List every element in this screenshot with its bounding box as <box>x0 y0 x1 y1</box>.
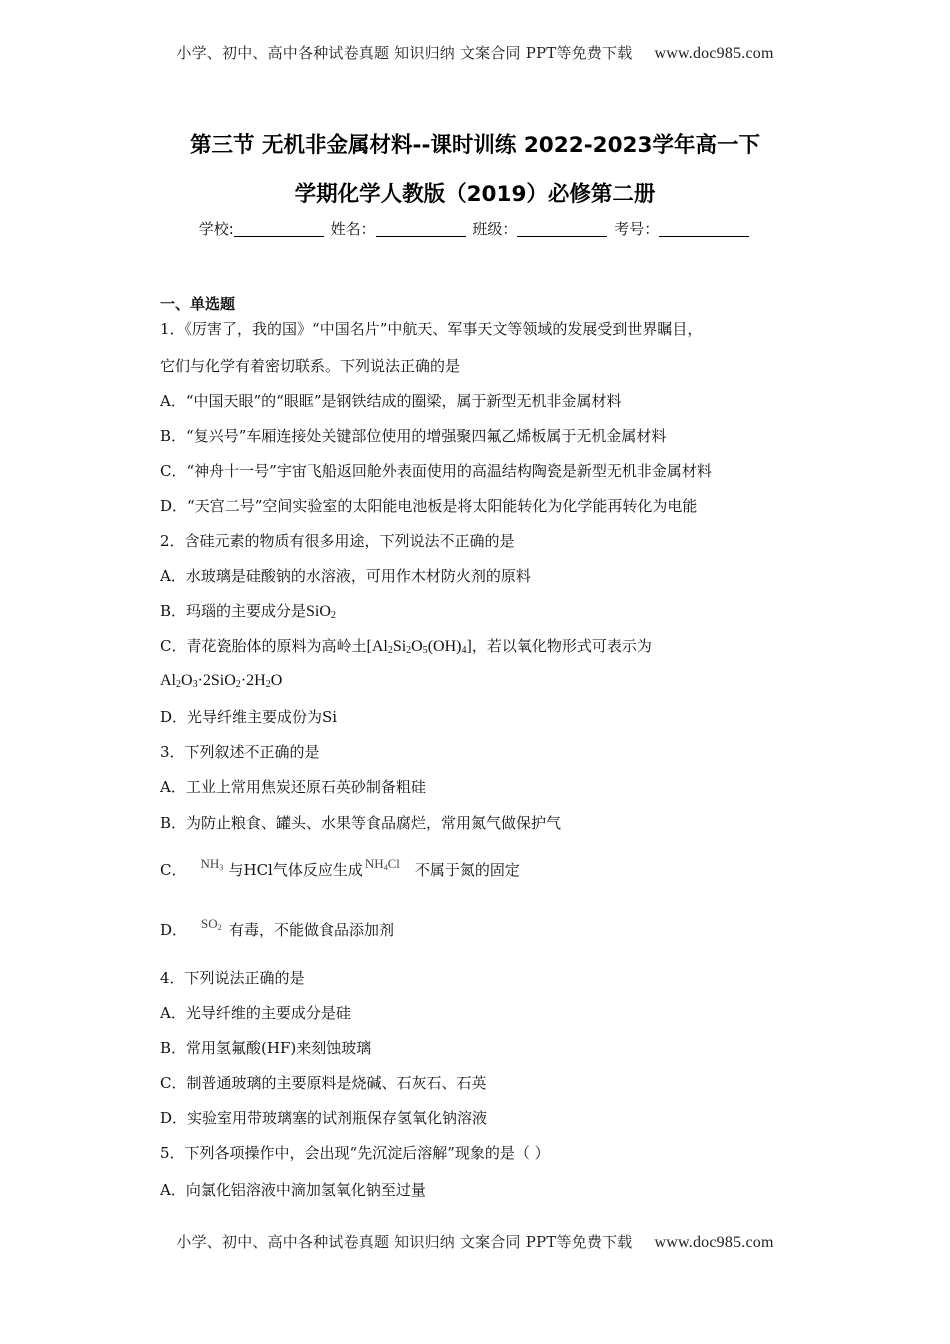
q1-option-b: B．“复兴号”车厢连接处关键部位使用的增强聚四氟乙烯板属于无机金属材料 <box>160 427 667 445</box>
q3-option-d-label: D． <box>160 921 188 939</box>
q2-option-d: D．光导纤维主要成份为Si <box>160 708 338 726</box>
q2-option-b <box>160 600 336 621</box>
class-blank <box>517 222 607 237</box>
page-header <box>0 42 950 63</box>
q2-option-c <box>160 635 652 656</box>
q2-option-a: A．水玻璃是硅酸钠的水溶液，可用作木材防火剂的原料 <box>160 567 531 585</box>
doc-title-line-2: 学期化学人教版（2019）必修第二册 <box>294 182 656 207</box>
school-label: 学校: <box>198 220 234 238</box>
q3-stem: 3．下列叙述不正确的是 <box>160 743 320 761</box>
name-label: 姓名： <box>330 220 376 238</box>
q3-option-a: A．工业上常用焦炭还原石英砂制备粗硅 <box>160 778 426 796</box>
q4-option-b: B．常用氢氟酸(HF)来刻蚀玻璃 <box>160 1039 372 1057</box>
class-label: 班级： <box>472 220 518 238</box>
q3-option-d-end: 有毒，不能做食品添加剂 <box>229 921 395 939</box>
q1-stem-2: 它们与化学有着密切联系。下列说法正确的是 <box>160 357 461 375</box>
name-blank <box>376 222 466 237</box>
formula-kaolin: $[Al_2Si_2O_5(OH)_4]$ <box>366 638 472 656</box>
header-url[interactable]: www.doc985.com <box>654 45 774 62</box>
q2-option-b-text: B．玛瑙的主要成分是 <box>160 602 307 620</box>
q2-option-c-formula: $Al_2O_3\cdot 2SiO_2\cdot 2H_2O$ <box>160 672 283 690</box>
q5-stem: 5．下列各项操作中，会出现“先沉淀后溶解”现象的是（ ） <box>160 1144 550 1162</box>
q5-option-a: A．向氯化铝溶液中滴加氢氧化钠至过量 <box>160 1181 426 1199</box>
formula-sio2: SiO$_2$ <box>306 603 336 621</box>
footer-text: 小学、初中、高中各种试卷真题 知识归纳 文案合同 PPT等免费下载 <box>176 1233 633 1251</box>
q3-option-c-end: 不属于氮的固定 <box>414 861 520 879</box>
q1-stem-1: 1．《厉害了，我的国》“中国名片”中航天、军事天文等领域的发展受到世界瞩目， <box>160 320 703 338</box>
q3-option-c-mid: 与HCl气体反应生成 <box>228 861 363 879</box>
footer-url[interactable]: www.doc985.com <box>654 1234 774 1251</box>
section-heading: 一、单选题 <box>160 295 236 313</box>
number-label: 考号： <box>614 220 660 238</box>
q1-option-d: D．“天宫二号”空间实验室的太阳能电池板是将太阳能转化为化学能再转化为电能 <box>160 497 698 515</box>
number-blank <box>659 222 749 237</box>
q3-option-d: D． $SO_2$ 有毒，不能做食品添加剂 <box>160 916 395 939</box>
page-footer <box>0 1231 950 1252</box>
q3-option-c-label: C． <box>160 861 187 879</box>
q4-option-a: A．光导纤维的主要成分是硅 <box>160 1004 351 1022</box>
student-info-fields <box>0 218 950 239</box>
q1-option-c: C．“神舟十一号”宇宙飞船返回舱外表面使用的高温结构陶瓷是新型无机非金属材料 <box>160 462 712 480</box>
header-text: 小学、初中、高中各种试卷真题 知识归纳 文案合同 PPT等免费下载 <box>176 44 633 62</box>
q4-stem: 4．下列说法正确的是 <box>160 969 305 987</box>
q1-option-a: A．“中国天眼”的“眼眶”是钢铁结成的圈梁，属于新型无机非金属材料 <box>160 392 622 410</box>
q2-option-c-text-1: C．青花瓷胎体的原料为高岭土 <box>160 637 367 655</box>
school-blank <box>234 222 324 237</box>
q2-option-c-text-2: ，若以氧化物形式可表示为 <box>471 637 652 655</box>
q3-option-b: B．为防止粮食、罐头、水果等食品腐烂，常用氮气做保护气 <box>160 814 562 832</box>
q3-option-c: C． $NH_3$ 与HCl气体反应生成 $NH_4Cl$ 不属于氮的固定 <box>160 856 520 879</box>
doc-title-line-1: 第三节 无机非金属材料--课时训练 2022-2023学年高一下 <box>190 133 760 158</box>
q4-option-c: C．制普通玻璃的主要原料是烧碱、石灰石、石英 <box>160 1074 487 1092</box>
q4-option-d: D．实验室用带玻璃塞的试剂瓶保存氢氧化钠溶液 <box>160 1109 488 1127</box>
q2-stem: 2．含硅元素的物质有很多用途，下列说法不正确的是 <box>160 532 515 550</box>
